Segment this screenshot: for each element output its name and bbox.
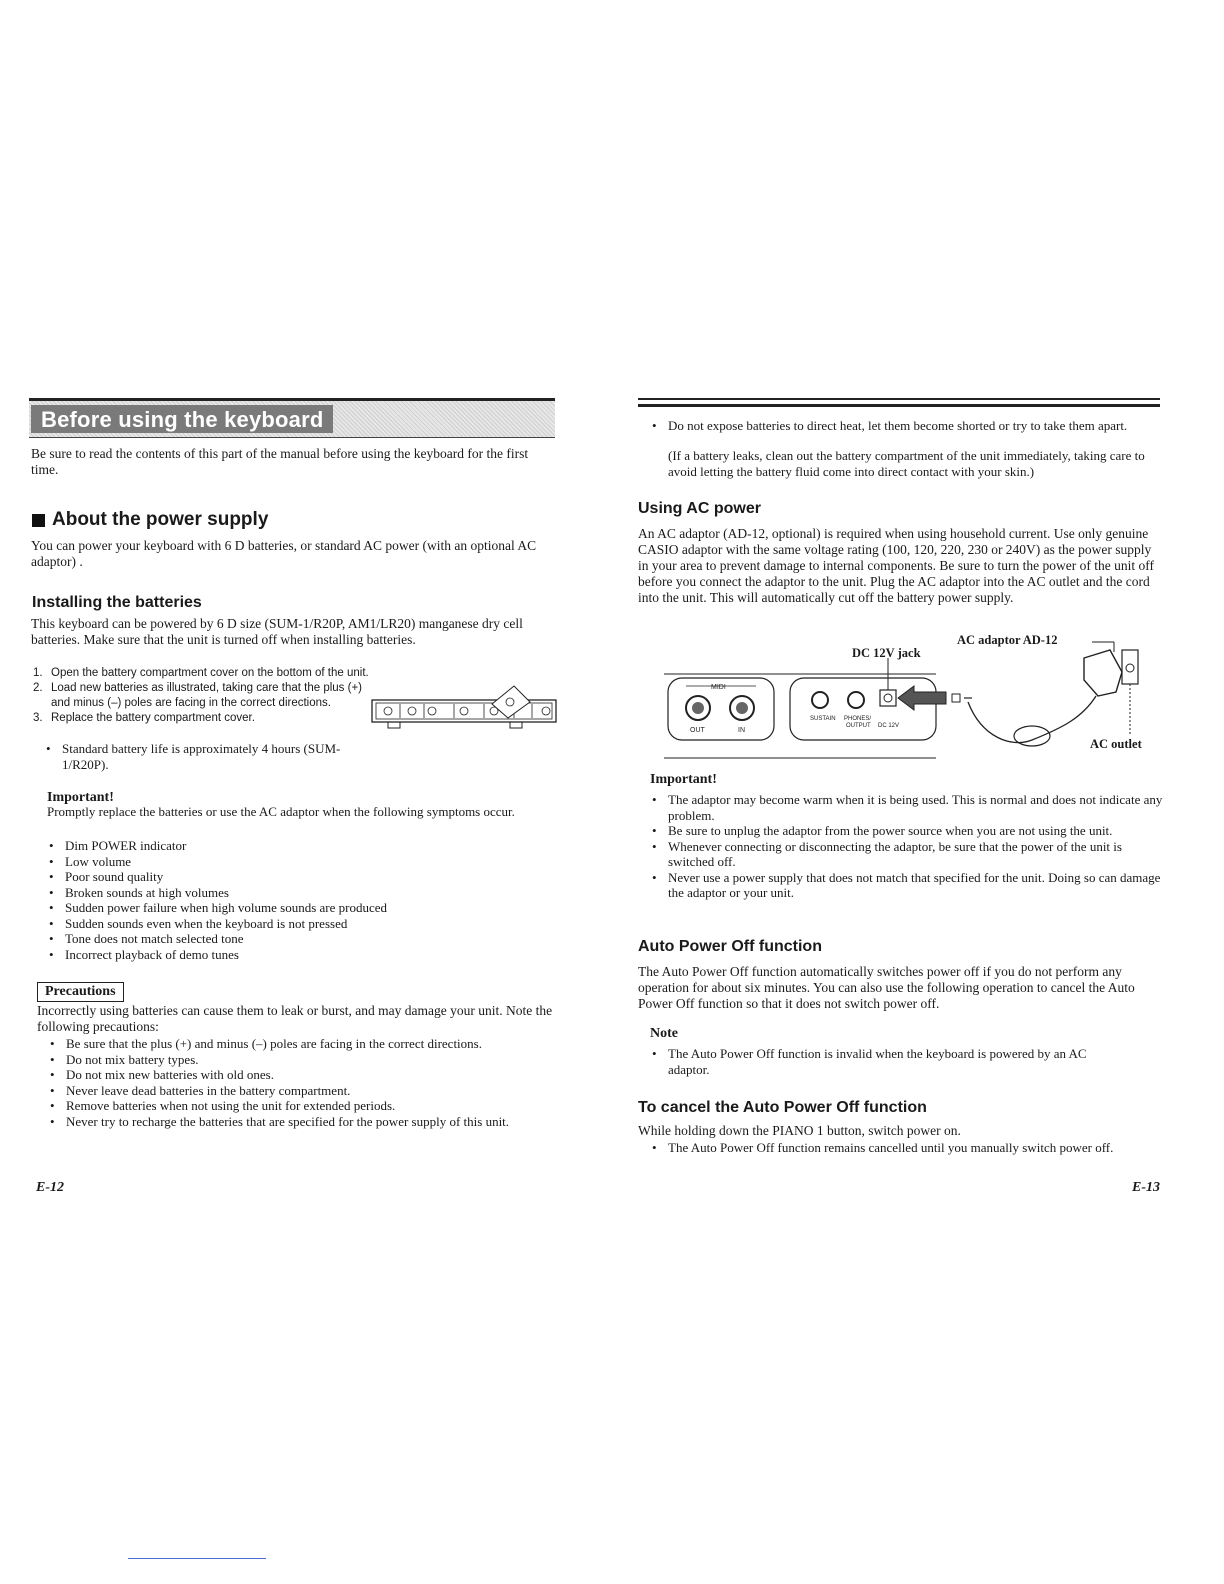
- intro-text: Be sure to read the contents of this part of the manual before using the keyboard for the first time.: [31, 446, 529, 477]
- dc-jack-label: DC 12V jack: [852, 646, 921, 660]
- cancel-apo-text: While holding down the PIANO 1 button, switch power on.: [638, 1123, 961, 1138]
- list-item: • Standard battery life is approximately 4 hours (SUM-1/R20P).: [44, 741, 374, 772]
- list-item: • Do not expose batteries to direct heat, let them become shorted or try to take them apart.: [650, 418, 1170, 434]
- installing-batteries-heading: Installing the batteries: [32, 594, 202, 611]
- phones-label: PHONES/: [844, 716, 872, 722]
- cancel-apo-heading: To cancel the Auto Power Off function: [638, 1099, 927, 1116]
- sustain-label: SUSTAIN: [810, 716, 836, 722]
- list-item: • Never leave dead batteries in the battery compartment.: [48, 1083, 558, 1099]
- chapter-banner: [29, 398, 555, 438]
- list-item: • Be sure that the plus (+) and minus (–) poles are facing in the correct directions.: [48, 1036, 558, 1052]
- midi-out-label: OUT: [690, 727, 705, 734]
- dc-jack: [880, 690, 896, 706]
- precautions-label: Precautions: [37, 982, 124, 1002]
- step-item: 3. Replace the battery compartment cover.: [33, 712, 255, 724]
- auto-power-off-heading: Auto Power Off function: [638, 938, 822, 955]
- battery-life-list: [44, 741, 374, 772]
- midi-in-label: IN: [738, 727, 745, 734]
- list-item: • Incorrect playback of demo tunes: [47, 947, 547, 963]
- list-item: • Low volume: [47, 854, 547, 870]
- list-item: • Dim POWER indicator: [47, 838, 547, 854]
- right-page: [612, 0, 1224, 1584]
- important-heading: Important!: [650, 772, 717, 787]
- dc12v-label: DC 12V: [878, 723, 900, 729]
- cancel-list: [650, 1140, 1140, 1156]
- list-item: • The adaptor may become warm when it is being used. This is normal and does not indicate any problem.: [650, 792, 1166, 823]
- adaptor-icon: [1084, 650, 1122, 696]
- battery-heat-list: [650, 418, 1170, 434]
- page-number: E-12: [36, 1180, 64, 1195]
- leak-note: (If a battery leaks, clean out the battery compartment of the unit immediately, taking care to avoid letting the battery fluid come into direct contact with your skin.): [668, 448, 1145, 479]
- list-item: • The Auto Power Off function is invalid when the keyboard is powered by an AC adaptor.: [650, 1046, 1120, 1077]
- midi-label: MIDI: [711, 684, 726, 691]
- section-square-icon: [32, 514, 45, 527]
- power-intro-text: You can power your keyboard with 6 D batteries, or standard AC power (with an optional AC adaptor) .: [31, 538, 537, 569]
- note-list: [650, 1046, 1120, 1077]
- output-label: OUTPUT: [846, 723, 871, 729]
- top-rule-thick: [638, 404, 1160, 407]
- list-item: • Broken sounds at high volumes: [47, 885, 547, 901]
- ac-power-text: An AC adaptor (AD-12, optional) is required when using household current. Use only genuine CASIO adaptor with the same voltage rating (100, 120, 220, 230 or 240V) as the power supply in your area to prevent damage to internal components. Be sure to turn the power of the unit off before you connect the adaptor to the unit. Plug the AC adaptor into the AC outlet and the cord into the unit. This will automatically cut off the battery power supply.: [638, 526, 1154, 605]
- list-item: • Remove batteries when not using the unit for extended periods.: [48, 1098, 558, 1114]
- step-item: 1. Open the battery compartment cover on the bottom of the unit.: [33, 667, 369, 679]
- plug-arrow-icon: [898, 686, 946, 710]
- batteries-text: This keyboard can be powered by 6 D size (SUM-1/R20P, AM1/LR20) manganese dry cell batteries. Make sure that the unit is turned off when installing batteries.: [31, 616, 523, 647]
- list-item: • Sudden power failure when high volume sounds are produced: [47, 900, 547, 916]
- important-text: Promptly replace the batteries or use the AC adaptor when the following symptoms occur.: [47, 804, 515, 819]
- list-item: • Do not mix new batteries with old ones.: [48, 1067, 558, 1083]
- list-item: • The Auto Power Off function remains cancelled until you manually switch power off.: [650, 1140, 1140, 1156]
- list-item: • Whenever connecting or disconnecting the adaptor, be sure that the power of the unit is switched off.: [650, 839, 1166, 870]
- list-item: • Poor sound quality: [47, 869, 547, 885]
- ac-power-heading: Using AC power: [638, 500, 761, 517]
- list-item: • Tone does not match selected tone: [47, 931, 547, 947]
- outlet-icon: [1122, 650, 1138, 684]
- top-rule: [638, 398, 1160, 400]
- battery-compartment-illustration: [368, 682, 560, 734]
- install-steps: [33, 666, 369, 726]
- list-item: • Never use a power supply that does not match that specified for the unit. Doing so can damage the adaptor or your unit.: [650, 870, 1166, 901]
- precautions-list: [48, 1036, 558, 1129]
- banner-title-box: [31, 405, 333, 433]
- important-list: [650, 792, 1166, 901]
- chapter-title: Before using the keyboard: [41, 407, 324, 432]
- precautions-text: Incorrectly using batteries can cause them to leak or burst, and may damage your unit. Note the following precautions:: [37, 1003, 553, 1034]
- list-item: • Be sure to unplug the adaptor from the power source when you are not using the unit.: [650, 823, 1166, 839]
- important-heading: Important!: [47, 790, 114, 805]
- outlet-label: AC outlet: [1090, 737, 1142, 751]
- step-item: 2. Load new batteries as illustrated, taking care that the plus (+) and minus (–) poles are facing in the correct directions.: [33, 682, 362, 709]
- auto-power-off-text: The Auto Power Off function automatically switches power off if you do not perform any operation for about six minutes. You can also use the following operation to cancel the Auto Power Off function so that it does not switch power off.: [638, 964, 1135, 1011]
- footer-link-line: [128, 1558, 266, 1559]
- list-item: • Do not mix battery types.: [48, 1052, 558, 1068]
- adaptor-cord: [968, 696, 1096, 743]
- page-number: E-13: [1132, 1180, 1160, 1195]
- section-title: About the power supply: [52, 509, 269, 530]
- list-item: • Never try to recharge the batteries that are specified for the power supply of this unit.: [48, 1114, 558, 1130]
- note-heading: Note: [650, 1026, 678, 1041]
- list-item: • Sudden sounds even when the keyboard is not pressed: [47, 916, 547, 932]
- symptoms-list: [47, 838, 547, 962]
- adaptor-label: AC adaptor AD-12: [957, 633, 1058, 647]
